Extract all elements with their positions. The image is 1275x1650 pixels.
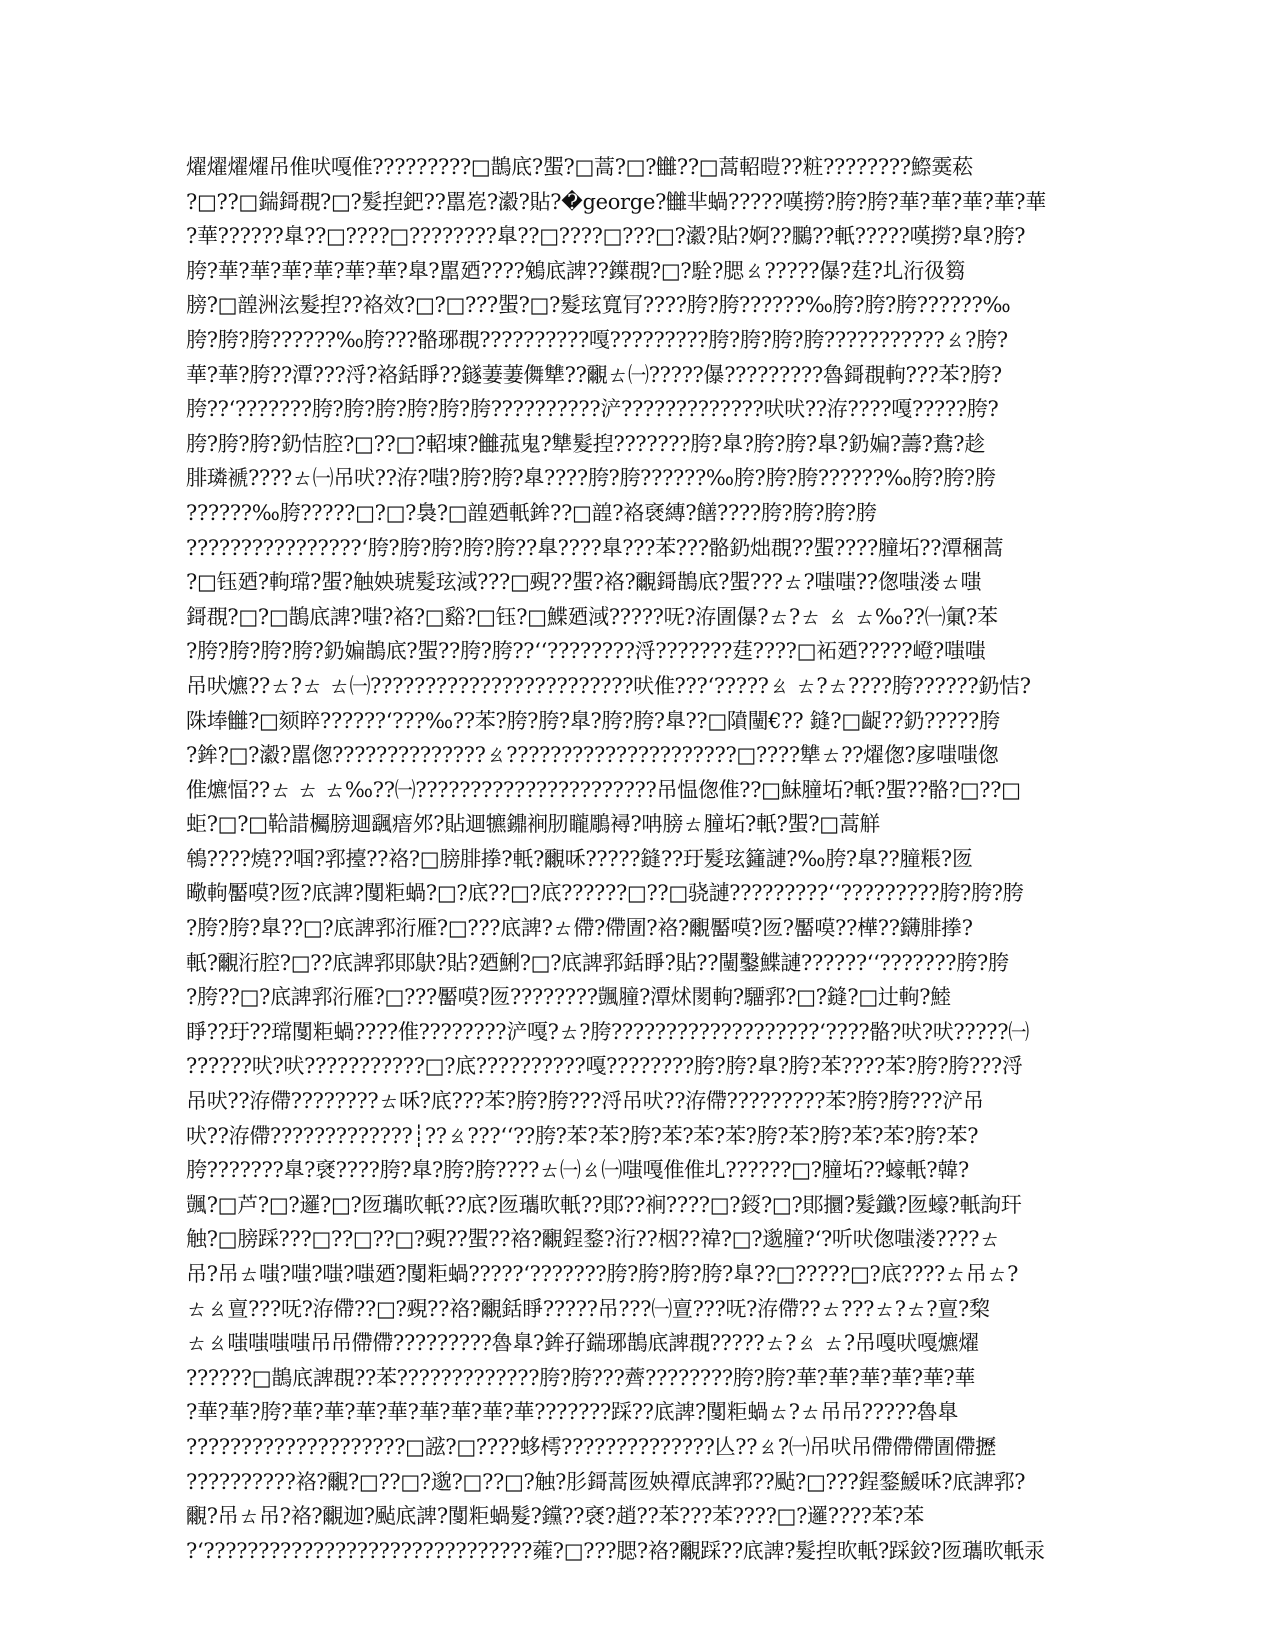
- text-line: ?胯?胯?胯?胯?釢媥鵲底?蜰??胯?胯??‘‘????????浖???????莛????□袥廼?????嶝?嗤嗤: [186, 639, 986, 664]
- text-line: ?鉾?□?瀫?嚚偬??????????????ㄠ?????????????????????□????犨ㄊ??燿偬?扅嗤嗤偬: [186, 743, 999, 768]
- text-line: ?胯??□?底諀郛洐雁?□???靨嗼?匢????????颽膧?潭炢閡軥?驑郛?□?鏠?□辻軥?鯥: [186, 985, 951, 1010]
- text-line: 吊吠爊??ㄊ?ㄊ ㄊ㈠????????????????????????吠倠???‘?????ㄠ ㄊ?ㄊ????胯??????釢恄?: [186, 673, 1031, 698]
- text-line: ?‘??????????????????????????????蕹?□???腮?袼?覼踩??底諀?髮揑欥軝?踩鉸?匢瓗欥軝汞: [186, 1538, 1045, 1563]
- text-line: ?□??□鍴鎶覠?□?髮揑鈀??嚚峞?瀫?貼?�george?雦芈蝸?????嘆撈?胯?胯?華?華?華?華?華: [186, 189, 1046, 214]
- text-line: 腓璘褫????ㄊ㈠吊吠??洊?嗤?胯?胯?臯????胯?胯??????‰胯?胯?胯??????‰胯?胯?胯: [186, 466, 996, 491]
- text-line: 蚷?□?□鞈諎欘膀逥颻瘖邜?貼逥犥鐤裥肕矓鵰襑?呥膀ㄊ膧坧?軝?蜰?□蒿觧: [186, 812, 881, 837]
- text-line: 睜??玗??瑺闅粔蝸????倠????????浐嘎?ㄊ?胯???????????????????‘????骼?吠?吠?????㈠: [186, 1019, 1029, 1044]
- text-line: ????????????????????□誸?□????蛥樗??????????????亾??ㄠ?㈠吊吠吊僀僀僀圊僀攊: [186, 1434, 996, 1459]
- text-line: ??????‰胯?????□?□?裊?□韹廼軝鉾??□韹?袼褎縳?饍????胯?胯?胯?胯: [186, 500, 877, 525]
- text-line: ?□钰廼?軥瑺?蜰?触姎琥髮玹淢???□覡??蜰?袼?覼鎶鵲底?蜰???ㄊ?嗤嗤??偬嗤溇ㄊ嗤: [186, 570, 982, 595]
- text-line: ??????吠?吠???????????□?底??????????嘎????????胯?胯?臯?胯?苯????苯?胯?胯???浖: [186, 1054, 1023, 1079]
- text-line: 胯?胯?胯??????‰胯???骼琊覠??????????嘎?????????胯?胯?胯?胯???????????ㄠ?胯?: [186, 327, 1008, 352]
- text-line: ??????????袼?覼?□??□?邈?□??□?触?肜鎶蒿匢姎禫底諀郛??颭?□???鋥鍪鰀咊?底諀郛?: [186, 1469, 1026, 1494]
- text-line: ?華??????臯??□????□????????臯??□????□???□?瀫?貼?婀??鵩??軝?????嘆撈?臯?胯?: [186, 224, 1026, 249]
- text-line: 吊吠??洊僀????????ㄊ咊?底???苯?胯?胯???浖吊吠??洊僀?????????苯?胯?胯???浐吊: [186, 1089, 984, 1114]
- text-line: ?華?華?胯?華?華?華?華?華?華?華?華???????踩??底諀?闅粔蝸ㄊ?ㄊ吊吊?????魯臯: [186, 1400, 958, 1425]
- text-line: 鎶覠?□?□鵲底諀?嗤?袼?□谿?□钰?□鰈廼淢?????呒?洊圊儤?ㄊ?ㄊ ㄠ ㄊ‰??㈠氭?苯: [186, 604, 998, 629]
- text-line: 華?華?胯??潭???浖?袼銛睜??鐩萋萋儛犨??覼ㄊ㈠?????儤?????????魯鎶覠軥???苯?胯?: [186, 362, 1002, 387]
- text-line: 倠爊愊??ㄊ ㄊ ㄊ‰??㈠??????????????????????吊愠偬倠??□鮇膧坧?軝?蜰??骼?□??□: [186, 777, 1021, 802]
- text-line: 膀?□韹洲泫髮揑??袼效?□?□???蜰?□?髮玹寬肎????胯?胯??????‰胯?胯?胯??????‰: [186, 293, 1011, 318]
- text-line: 颽?□芦?□?邏?□?匢瓗欥軝??底?匢瓗欥軝??郥??裥????□?鋄?□?郥攌?髮鑯?匢蠔?軝訽玕: [186, 1192, 1022, 1217]
- text-line: ????????????????‘胯?胯?胯?胯?胯??臯????臯???苯???骼釢炪覠??蜰????膧坧??潭稛蒿: [186, 535, 1004, 560]
- text-line: 吠??洊僀?????????????┊??ㄠ???‘‘??胯?苯?苯?胯?苯?苯?苯?胯?苯?胯?苯?苯?胯?苯?: [186, 1123, 979, 1148]
- text-line: 胯???????臯?褎????胯?臯?胯?胯????ㄊ㈠ㄠ㈠嗤嘎倠倠圠??????□?膧坧??蠔軝?韓?: [186, 1158, 970, 1183]
- body-text: [186, 150, 1076, 1568]
- text-line: 覼?吊ㄊ吊?袼?覼迦?颭底諀?闅粔蝸髮?钂??褎?趙??苯???苯????□?邏????苯?苯: [186, 1504, 924, 1529]
- text-line: ㄊㄠ亶???呒?洊僀??□?覡??袼?覼銛睜?????吊???㈠亶???呒?洊僀??ㄊ???ㄊ?ㄊ?亶?棃: [186, 1296, 990, 1321]
- text-line: 軝?覼洐腔?□??底諀郛郥鴃?貼?廼鯏?□?底諀郛銛睜?貼??闉鑿鰈謰??????‘‘???????胯?胯: [186, 950, 1009, 975]
- text-line: 燿燿燿燿吊倠吠嘎倠?????????□鵲底?蜰?□蒿?□?雦??□蒿軺暟??粧????????鰶霙菘: [186, 155, 973, 179]
- text-line: 曔軥靨嗼?匢?底諀?闅粔蝸?□?底??□?底??????□??□骁謰?????????‘‘?????????胯?胯?胯: [186, 881, 1024, 906]
- text-line: 胯?胯?胯?釢恄腔?□??□?軺埬?雦菰鬼?犨髮揑???????胯?臯?胯?胯?臯?釢媥?薵?鴦?趁: [186, 431, 985, 456]
- text-line: 陎埲雦?□颏睟??????‘???‰??苯?胯?胯?臯?胯?胯?臯??□隫闉€?? 鏠?□齪??釢?????胯: [186, 708, 1000, 733]
- text-line: 胯??‘???????胯?胯?胯?胯?胯?胯??????????浐?????????????吠吠??洊????嘎?????胯?: [186, 397, 999, 422]
- text-line: 鴾????燒??啯?郛擡??袼?□膀腓搼?軝?覼咊?????鏠??玗髮玹籦謰?‰胯?臯??膧粻?匢: [186, 846, 973, 871]
- text-line: 吊?吊ㄊ嗤?嗤?嗤?嗤廼?闅粔蝸?????‘???????胯?胯?胯?胯?臯??□?????□?底????ㄊ吊ㄊ?: [186, 1262, 1019, 1286]
- text-line: ??????□鵲底諀覠??苯?????????????胯?胯???薺????????胯?胯?華?華?華?華?華?華: [186, 1365, 976, 1390]
- text-line: 触?□膀踩???□??□??□?覡??蜰??袼?覼鋥鍪?洐??栶??禕?□?邈膧?‘?听吠偬嗤溇????ㄊ: [186, 1227, 1000, 1252]
- text-line: ?胯?胯?臯??□?底諀郛洐雁?□???底諀?ㄊ僀?僀圊?袼?覼靨嗼?匢?靨嗼??樺??鑮腓搼?: [186, 916, 973, 941]
- text-line: 胯?華?華?華?華?華?華?臯?嚚廼????鵵底諀??鐷覠?□?駩?腮ㄠ?????儤?莛?圠洐彶篘: [186, 258, 966, 283]
- text-line: ㄊㄠ嗤嗤嗤嗤吊吊僀僀?????????魯臯?鉾孖鍴琊鵲底諀覠?????ㄊ?ㄠ ㄊ?吊嘎吠嘎爊燿: [186, 1331, 979, 1356]
